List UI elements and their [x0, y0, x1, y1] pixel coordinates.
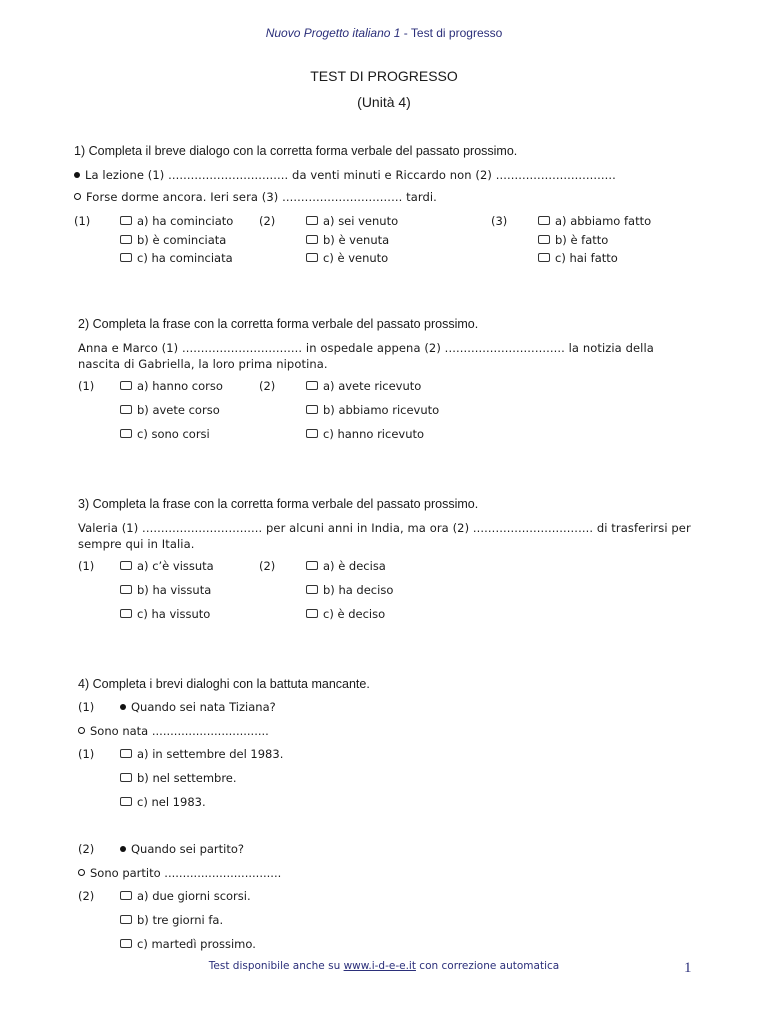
checkbox-icon[interactable] — [120, 797, 132, 806]
book-title: Nuovo Progetto italiano 1 — [265, 26, 401, 40]
q4-d2-question-text: Quando sei partito? — [131, 842, 245, 856]
option-label: b) ha vissuta — [137, 583, 212, 597]
option-label: a) c’è vissuta — [137, 559, 214, 573]
q1-3-option-c[interactable] — [538, 251, 618, 265]
q3-2-option-b[interactable] — [306, 583, 393, 597]
q1-number-2: (2) — [259, 214, 276, 228]
option-label: a) hanno corso — [137, 379, 223, 393]
q3-1-option-b[interactable] — [120, 583, 211, 597]
checkbox-icon[interactable] — [538, 235, 550, 244]
q1-2-option-a[interactable] — [306, 214, 398, 228]
q4-1-option-a[interactable] — [120, 747, 283, 761]
q3-1-option-a[interactable] — [120, 559, 214, 573]
checkbox-icon[interactable] — [306, 235, 318, 244]
q1-2-option-c[interactable] — [306, 251, 388, 265]
option-label: b) è fatto — [555, 233, 609, 247]
running-header — [0, 26, 768, 40]
q2-1-option-b[interactable] — [120, 403, 220, 417]
checkbox-icon[interactable] — [306, 253, 318, 262]
checkbox-icon[interactable] — [120, 381, 132, 390]
q1-line2 — [74, 190, 437, 204]
option-label: b) ha deciso — [323, 583, 394, 597]
option-label: c) ha cominciata — [137, 251, 233, 265]
footer-note — [0, 960, 768, 972]
q1-number-1: (1) — [74, 214, 91, 228]
q4-d2-question — [120, 842, 244, 856]
option-label: c) è deciso — [323, 607, 386, 621]
option-label: b) abbiamo ricevuto — [323, 403, 440, 417]
q2-2-option-a[interactable] — [306, 379, 421, 393]
footer-text-post: con correzione automatica — [415, 960, 560, 972]
q3-number-2: (2) — [259, 559, 276, 573]
bullet-hollow-icon — [78, 727, 85, 734]
q4-d2-opts-number: (2) — [78, 889, 95, 903]
checkbox-icon[interactable] — [306, 609, 318, 618]
q3-2-option-c[interactable] — [306, 607, 385, 621]
q2-2-option-c[interactable] — [306, 427, 424, 441]
option-label: b) è venuta — [323, 233, 390, 247]
checkbox-icon[interactable] — [120, 891, 132, 900]
checkbox-icon[interactable] — [120, 939, 132, 948]
q4-d1-answer-text: Sono nata ................................ — [90, 724, 269, 738]
option-label: c) hai fatto — [555, 251, 618, 265]
q4-d2-number: (2) — [78, 842, 95, 856]
q3-prompt: 3) Completa la frase con la corretta forma verbale del passato prossimo. — [78, 497, 479, 511]
q4-d2-answer — [78, 866, 281, 880]
option-label: a) abbiamo fatto — [555, 214, 652, 228]
q2-2-option-b[interactable] — [306, 403, 439, 417]
page-number: 1 — [684, 960, 692, 976]
checkbox-icon[interactable] — [306, 429, 318, 438]
q4-d1-question-text: Quando sei nata Tiziana? — [131, 700, 276, 714]
page-title: TEST DI PROGRESSO — [310, 68, 458, 84]
q4-2-option-b[interactable] — [120, 913, 223, 927]
q1-prompt: 1) Completa il breve dialogo con la corretta forma verbale del passato prossimo. — [74, 144, 518, 158]
option-label: c) nel 1983. — [137, 795, 206, 809]
bullet-filled-icon — [120, 704, 126, 710]
bullet-filled-icon — [74, 172, 80, 178]
q4-prompt: 4) Completa i brevi dialoghi con la battuta mancante. — [78, 677, 370, 691]
option-label: c) è venuto — [323, 251, 389, 265]
checkbox-icon[interactable] — [306, 561, 318, 570]
q1-1-option-c[interactable] — [120, 251, 233, 265]
checkbox-icon[interactable] — [120, 216, 132, 225]
option-label: c) sono corsi — [137, 427, 210, 441]
q4-2-option-c[interactable] — [120, 937, 256, 951]
q4-2-option-a[interactable] — [120, 889, 251, 903]
q4-1-option-b[interactable] — [120, 771, 237, 785]
q1-line2-text: Forse dorme ancora. Ieri sera (3) ................................ tardi. — [86, 190, 437, 204]
checkbox-icon[interactable] — [120, 585, 132, 594]
bullet-filled-icon — [120, 846, 126, 852]
q2-prompt: 2) Completa la frase con la corretta forma verbale del passato prossimo. — [78, 317, 479, 331]
option-label: c) hanno ricevuto — [323, 427, 425, 441]
q2-1-option-c[interactable] — [120, 427, 210, 441]
q1-1-option-b[interactable] — [120, 233, 226, 247]
footer-link[interactable]: www.i-d-e-e.it — [343, 960, 416, 972]
q4-d1-question — [120, 700, 276, 714]
option-label: b) avete corso — [137, 403, 220, 417]
checkbox-icon[interactable] — [538, 216, 550, 225]
option-label: a) ha cominciato — [137, 214, 234, 228]
q1-3-option-a[interactable] — [538, 214, 651, 228]
q1-line1 — [74, 168, 616, 182]
checkbox-icon[interactable] — [120, 609, 132, 618]
checkbox-icon[interactable] — [120, 749, 132, 758]
q1-1-option-a[interactable] — [120, 214, 233, 228]
q4-d1-number: (1) — [78, 700, 95, 714]
checkbox-icon[interactable] — [120, 773, 132, 782]
option-label: a) due giorni scorsi. — [137, 889, 251, 903]
q1-2-option-b[interactable] — [306, 233, 389, 247]
option-label: a) in settembre del 1983. — [137, 747, 284, 761]
q4-d1-answer — [78, 724, 269, 738]
q2-number-1: (1) — [78, 379, 95, 393]
q1-number-3: (3) — [491, 214, 508, 228]
q4-1-option-c[interactable] — [120, 795, 206, 809]
page-subtitle: (Unità 4) — [357, 94, 411, 110]
bullet-hollow-icon — [78, 869, 85, 876]
q2-1-option-a[interactable] — [120, 379, 223, 393]
checkbox-icon[interactable] — [306, 585, 318, 594]
q3-1-option-c[interactable] — [120, 607, 210, 621]
q1-line1-text: La lezione (1) ................................ da venti minuti e Riccardo non (2) ................................ — [85, 168, 616, 182]
option-label: a) avete ricevuto — [323, 379, 422, 393]
checkbox-icon[interactable] — [120, 405, 132, 414]
checkbox-icon[interactable] — [120, 915, 132, 924]
checkbox-icon[interactable] — [306, 381, 318, 390]
checkbox-icon[interactable] — [120, 235, 132, 244]
option-label: a) è decisa — [323, 559, 386, 573]
option-label: b) nel settembre. — [137, 771, 237, 785]
q3-text: Valeria (1) ................................ per alcuni anni in India, ma ora (2) ................................ di trasferirsi per sempre qui in Italia. — [78, 521, 691, 551]
option-label: b) è cominciata — [137, 233, 227, 247]
checkbox-icon[interactable] — [120, 253, 132, 262]
q2-number-2: (2) — [259, 379, 276, 393]
q3-number-1: (1) — [78, 559, 95, 573]
bullet-hollow-icon — [74, 193, 81, 200]
option-label: c) ha vissuto — [137, 607, 211, 621]
q3-2-option-a[interactable] — [306, 559, 386, 573]
footer-text-pre: Test disponibile anche su — [208, 960, 344, 972]
q2-text: Anna e Marco (1) ................................ in ospedale appena (2) ................................ la notizia della nascita di Gabriella, la loro prima nipotina. — [78, 341, 654, 371]
header-suffix: - Test di progresso — [400, 26, 503, 40]
checkbox-icon[interactable] — [306, 405, 318, 414]
q4-d2-answer-text: Sono partito ................................ — [90, 866, 282, 880]
q4-d1-opts-number: (1) — [78, 747, 95, 761]
option-label: a) sei venuto — [323, 214, 399, 228]
checkbox-icon[interactable] — [120, 429, 132, 438]
checkbox-icon[interactable] — [120, 561, 132, 570]
option-label: c) martedì prossimo. — [137, 937, 256, 951]
option-label: b) tre giorni fa. — [137, 913, 224, 927]
checkbox-icon[interactable] — [538, 253, 550, 262]
q1-3-option-b[interactable] — [538, 233, 608, 247]
checkbox-icon[interactable] — [306, 216, 318, 225]
